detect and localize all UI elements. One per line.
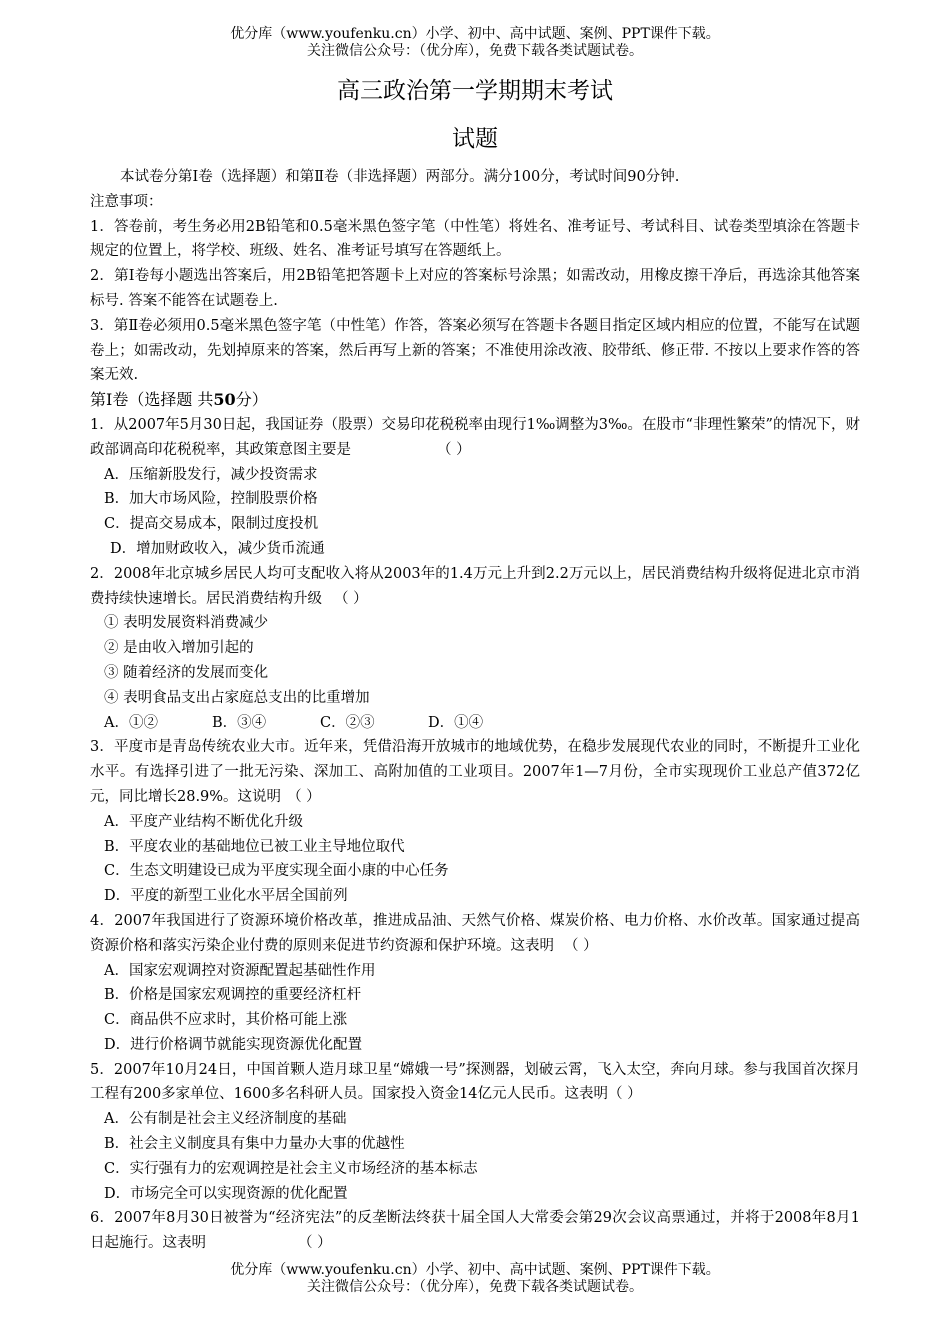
- answer-blank: （ ）: [564, 937, 598, 954]
- option-c: C．②③: [320, 714, 375, 731]
- option-d: D．增加财政收入，减少货币流通: [110, 540, 325, 557]
- option-a: A．压缩新股发行，减少投资需求: [104, 466, 318, 483]
- exam-body: [90, 165, 860, 1256]
- statement-item: ④ 表明食品支出占家庭总支出的比重增加: [104, 689, 370, 706]
- section-heading: [90, 388, 860, 413]
- intro-text: 本试卷分第Ⅰ卷（选择题）和第Ⅱ卷（非选择题）两部分。满分100分，考试时间90分钟.: [120, 169, 680, 185]
- option-b: B．价格是国家宏观调控的重要经济杠杆: [104, 987, 362, 1004]
- section-suffix: 分）: [235, 390, 268, 410]
- footer-line-1: 优分库（www.youfenku.cn）小学、初中、高中试题、案例、PPT课件下载。: [230, 1262, 720, 1278]
- question-stem: [90, 1058, 860, 1108]
- question-3-text: 3．平度市是青岛传统农业大市。近年来，凭借沿海开放城市的地域优势，在稳步发展现代农业的同时，不断提升工业化水平。有选择引进了一批无污染、深加工、高附加值的工业项目。2007年1—7月份，全市实现现价工业总产值372亿元，同比增长28.9%。这说明: [90, 739, 860, 805]
- answer-blank: （ ）: [608, 1086, 642, 1103]
- option-d: D．①④: [428, 714, 484, 731]
- notice-item: 2．第Ⅰ卷每小题选出答案后，用2B铅笔把答题卡上对应的答案标号涂黑；如需改动，用橡皮擦干净后，再选涂其他答案标号. 答案不能答在试题卷上.: [90, 268, 860, 309]
- option-c: C．实行强有力的宏观调控是社会主义市场经济的基本标志: [104, 1160, 478, 1177]
- answer-blank: （ ）: [437, 441, 471, 458]
- section-prefix: 第Ⅰ卷（选择题 共: [90, 390, 214, 410]
- notice-label: 注意事项：: [90, 193, 163, 210]
- statement-item: ① 表明发展资料消费减少: [104, 615, 269, 632]
- question-4-text: 4．2007年我国进行了资源环境价格改革，推进成品油、天然气价格、煤炭价格、电力价格、水价改革。国家通过提高资源价格和落实污染企业付费的原则来促进节约资源和保护环境。这表明: [90, 912, 860, 954]
- question-6-text: 6．2007年8月30日被誉为“经济宪法”的反垄断法终获十届全国人大常委会第29次会议高票通过，并将于2008年8月1日起施行。这表明: [90, 1210, 860, 1252]
- page-header: [0, 26, 950, 60]
- question-2-text: 2．2008年北京城乡居民人均可支配收入将从2003年的1.4万元上升到2.2万元以上，居民消费结构升级将促进北京市消费持续快速增长。居民消费结构升级: [90, 565, 860, 607]
- option-b: B．平度农业的基础地位已被工业主导地位取代: [104, 838, 405, 855]
- notice-item: 1．答卷前，考生务必用2B铅笔和0.5毫米黑色签字笔（中性笔）将姓名、准考证号、考试科目、试卷类型填涂在答题卡规定的位置上，将学校、班级、姓名、准考证号填写在答题纸上。: [90, 218, 860, 260]
- option-a: A．①②: [104, 714, 158, 731]
- answer-blank: （ ）: [298, 1235, 332, 1252]
- option-b: B．社会主义制度具有集中力量办大事的优越性: [104, 1136, 405, 1153]
- option-c: C．提高交易成本，限制过度投机: [104, 516, 319, 533]
- question-stem: [90, 562, 860, 612]
- option-a: A．国家宏观调控对资源配置起基础性作用: [104, 962, 376, 979]
- option-c: C．生态文明建设已成为平度实现全面小康的中心任务: [104, 863, 449, 880]
- header-line-2: 关注微信公众号：（优分库），免费下载各类试题试卷。: [307, 43, 643, 59]
- question-5-text: 5．2007年10月24日，中国首颗人造月球卫星“嫦娥一号”探测器，划破云霄，飞入太空，奔向月球。参与我国首次探月工程有200多家单位、1600多名科研人员。国家投入资金14亿元人民币。这表明: [90, 1061, 860, 1103]
- section-score: 50: [213, 390, 236, 410]
- header-line-1: 优分库（www.youfenku.cn）小学、初中、高中试题、案例、PPT课件下载。: [230, 26, 720, 42]
- notice-item: 3．第Ⅱ卷必须用0.5毫米黑色签字笔（中性笔）作答，答案必须写在答题卡各题目指定区域内相应的位置，不能写在试题卷上；如需改动，先划掉原来的答案，然后再写上新的答案；不准使用涂改液、胶带纸、修正带. 不按以上要求作答的答案无效.: [90, 317, 860, 384]
- option-c: C．商品供不应求时，其价格可能上涨: [104, 1012, 348, 1029]
- option-a: A．公有制是社会主义经济制度的基础: [104, 1111, 347, 1128]
- exam-title: 高三政治第一学期期末考试: [337, 78, 613, 104]
- statement-item: ② 是由收入增加引起的: [104, 640, 254, 657]
- exam-subtitle: 试题: [452, 126, 498, 152]
- answer-blank: （ ）: [334, 590, 368, 607]
- option-d: D．进行价格调节就能实现资源优化配置: [104, 1036, 363, 1053]
- question-stem: [90, 1206, 860, 1256]
- option-d: D．市场完全可以实现资源的优化配置: [104, 1185, 348, 1202]
- option-a: A．平度产业结构不断优化升级: [104, 813, 303, 830]
- option-row: [90, 711, 860, 736]
- option-b: B．加大市场风险，控制股票价格: [104, 491, 318, 508]
- answer-blank: （ ）: [287, 788, 321, 805]
- option-b: B．③④: [212, 714, 267, 731]
- page-footer: [0, 1262, 950, 1296]
- question-stem: [90, 909, 860, 959]
- footer-line-2: 关注微信公众号：（优分库），免费下载各类试题试卷。: [307, 1279, 643, 1295]
- question-stem: [90, 413, 860, 463]
- question-stem: [90, 735, 860, 809]
- statement-item: ③ 随着经济的发展而变化: [104, 664, 269, 681]
- option-d: D．平度的新型工业化水平居全国前列: [104, 888, 348, 905]
- question-1-text: 1．从2007年5月30日起，我国证券（股票）交易印花税税率由现行1‰调整为3‰。在股市“非理性繁荣”的情况下，财政部调高印花税税率，其政策意图主要是: [90, 416, 860, 458]
